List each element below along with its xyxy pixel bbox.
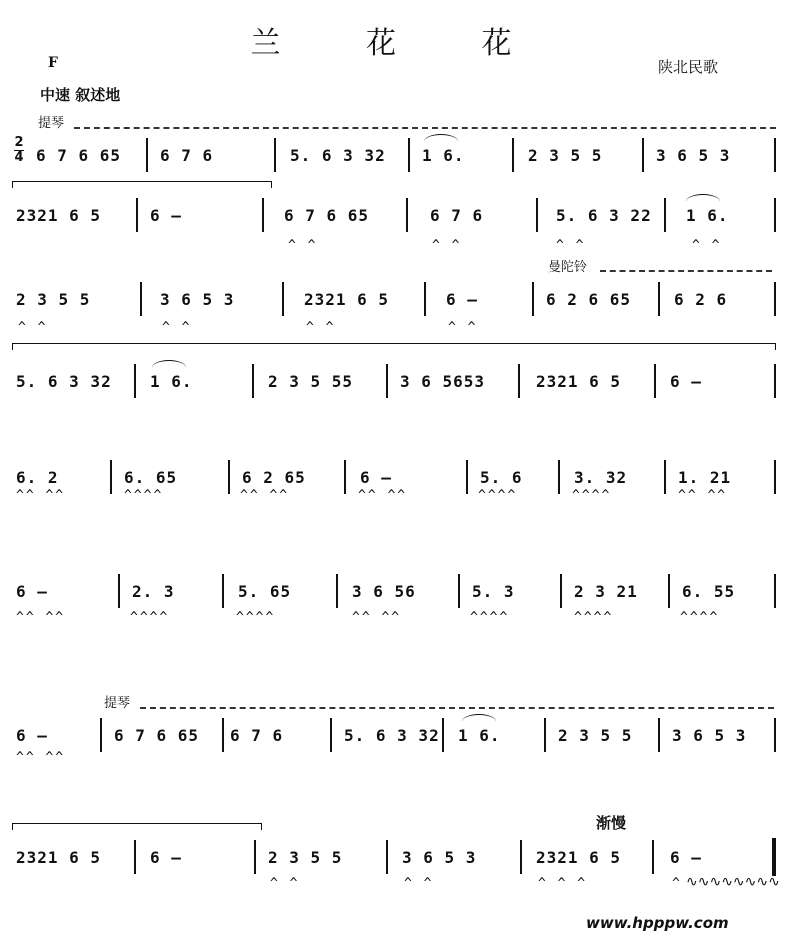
- measure: [6, 718, 96, 752]
- measure: [6, 282, 130, 316]
- measure: [104, 718, 220, 752]
- measure-notes: 2 3 21: [574, 582, 638, 601]
- bar-line: [774, 364, 776, 398]
- bar-line: [560, 574, 562, 608]
- bowing-marks: ^ ^: [432, 238, 462, 253]
- measure-notes: 6 7 6: [230, 726, 284, 745]
- measure-notes: 6 7 6 65: [114, 726, 200, 745]
- measure-notes: 2 3 5 55: [268, 372, 354, 391]
- bar-line: [408, 138, 410, 172]
- measure-notes: 6 –: [446, 290, 478, 309]
- bar-line: [336, 574, 338, 608]
- measure-notes: 6 –: [670, 372, 702, 391]
- bar-line: [658, 718, 660, 752]
- measure: [436, 282, 530, 316]
- bar-line: [774, 718, 776, 752]
- bar-line: [118, 574, 120, 608]
- measure: [140, 840, 250, 874]
- measure: [390, 364, 510, 398]
- song-title: 兰 花 花: [250, 26, 550, 61]
- measure-notes: 6 –: [16, 726, 48, 745]
- bowing-marks: ^ ^: [18, 320, 48, 335]
- measure-notes: 6 –: [150, 848, 182, 867]
- bar-line: [774, 460, 776, 494]
- tempo-change-jianman: 渐慢: [596, 814, 627, 832]
- bowing-marks: ^ ^: [448, 320, 478, 335]
- bowing-marks: ^^^^: [572, 488, 612, 503]
- bar-line: [386, 840, 388, 874]
- measure-notes: 6 7 6 65: [36, 146, 122, 165]
- measure: [462, 574, 554, 608]
- measure-notes: 2321 6 5: [304, 290, 390, 309]
- bar-line: [442, 718, 444, 752]
- measure-notes: 1 6.: [458, 726, 501, 745]
- bar-line: [532, 282, 534, 316]
- bowing-marks: ^^ ^^: [16, 488, 66, 503]
- measure: [220, 718, 320, 752]
- bar-line: [466, 460, 468, 494]
- bar-line: [134, 840, 136, 874]
- measure-notes: 5. 65: [238, 582, 292, 601]
- measure-notes: 6. 55: [682, 582, 736, 601]
- bowing-marks: ^ ^: [288, 238, 318, 253]
- measure: [526, 364, 646, 398]
- measure: [258, 364, 380, 398]
- bar-line: [774, 198, 776, 232]
- measure-notes: 6. 2: [16, 468, 59, 487]
- bar-line: [668, 574, 670, 608]
- measure: [662, 718, 772, 752]
- measure-notes: 5. 6 3 32: [290, 146, 386, 165]
- bar-line: [774, 138, 776, 172]
- measure-notes: 6 2 6 65: [546, 290, 632, 309]
- bar-line: [774, 574, 776, 608]
- bowing-marks: ^ ^: [306, 320, 336, 335]
- bar-line: [520, 840, 522, 874]
- final-bar-line: [772, 838, 776, 876]
- bar-line: [140, 282, 142, 316]
- measure-notes: 1. 21: [678, 468, 732, 487]
- measure-notes: 2321 6 5: [16, 848, 102, 867]
- measure-notes: 2321 6 5: [536, 372, 622, 391]
- time-signature-bottom: 4: [14, 150, 24, 165]
- measure: [280, 138, 400, 172]
- measure: [150, 138, 250, 172]
- instrument-extension-line: [600, 270, 772, 272]
- bar-line: [424, 282, 426, 316]
- bowing-marks: ^^^^: [470, 610, 510, 625]
- measure: [274, 198, 400, 232]
- bar-line: [282, 282, 284, 316]
- bar-line: [100, 718, 102, 752]
- bowing-marks: ^ ^: [556, 238, 586, 253]
- bar-line: [252, 364, 254, 398]
- bar-line: [146, 138, 148, 172]
- measure-notes: 6 7 6 65: [284, 206, 370, 225]
- measure-notes: 2 3 5 5: [558, 726, 633, 745]
- measure: [526, 840, 646, 874]
- bowing-marks: ^^ ^^: [678, 488, 728, 503]
- bowing-marks: ^^ ^^: [352, 610, 402, 625]
- measure: [334, 718, 442, 752]
- time-signature-top: 2: [14, 135, 24, 150]
- bar-line: [664, 460, 666, 494]
- instrument-label-mantuoling: 曼陀铃: [548, 260, 588, 275]
- measure-notes: 3 6 5 3: [402, 848, 477, 867]
- repeat-bracket: [12, 823, 262, 830]
- measure: [664, 282, 768, 316]
- measure-notes: 3 6 5 3: [656, 146, 731, 165]
- bar-line: [222, 574, 224, 608]
- site-watermark: www.hpppw.com: [586, 914, 729, 932]
- measure-notes: 2 3 5 5: [16, 290, 91, 309]
- measure: [228, 574, 332, 608]
- bowing-marks: ^ ^: [270, 876, 300, 891]
- bar-line: [344, 460, 346, 494]
- bar-line: [512, 138, 514, 172]
- bar-line: [458, 574, 460, 608]
- measure: [412, 138, 512, 172]
- measure: [140, 364, 240, 398]
- bar-line: [652, 840, 654, 874]
- measure-notes: 6 –: [360, 468, 392, 487]
- bowing-marks: ^^^^: [130, 610, 170, 625]
- bar-line: [262, 198, 264, 232]
- bar-line: [664, 198, 666, 232]
- measure-notes: 1 6.: [422, 146, 465, 165]
- measure: [342, 574, 452, 608]
- bowing-marks: ^ ^: [162, 320, 192, 335]
- measure-notes: 2 3 5 5: [528, 146, 603, 165]
- bar-line: [228, 460, 230, 494]
- instrument-extension-line: [140, 707, 774, 709]
- measure-notes: 6. 65: [124, 468, 178, 487]
- key-signature: F: [48, 55, 58, 71]
- bar-line: [518, 364, 520, 398]
- measure: [6, 840, 126, 874]
- measure: [564, 574, 664, 608]
- song-origin: 陕北民歌: [658, 58, 719, 76]
- instrument-extension-line: [74, 127, 776, 129]
- measure-notes: 6 7 6: [430, 206, 484, 225]
- bar-line: [136, 198, 138, 232]
- measure: [6, 574, 116, 608]
- measure: [548, 718, 658, 752]
- time-signature: [14, 136, 24, 165]
- measure-notes: 5. 3: [472, 582, 515, 601]
- bar-line: [544, 718, 546, 752]
- measure: [122, 574, 218, 608]
- measure-notes: 2. 3: [132, 582, 175, 601]
- bar-line: [386, 364, 388, 398]
- measure: [536, 282, 656, 316]
- bowing-marks: ^^^^: [478, 488, 518, 503]
- measure-notes: 5. 6 3 32: [344, 726, 440, 745]
- bar-line: [274, 138, 276, 172]
- bar-line: [330, 718, 332, 752]
- bowing-marks: ^ ^ ^: [538, 876, 588, 891]
- measure: [150, 282, 274, 316]
- bowing-marks: ^^^^: [680, 610, 720, 625]
- measure-notes: 6 2 6: [674, 290, 728, 309]
- bowing-marks: ^: [672, 876, 682, 891]
- bar-line: [774, 282, 776, 316]
- bowing-marks: ^^ ^^: [240, 488, 290, 503]
- measure: [26, 138, 146, 172]
- measure-notes: 6 –: [670, 848, 702, 867]
- measure-notes: 3 6 5 3: [160, 290, 235, 309]
- measure-notes: 3 6 56: [352, 582, 416, 601]
- repeat-bracket: [12, 181, 272, 188]
- measure-notes: 6 –: [16, 582, 48, 601]
- bowing-marks: ^^ ^^: [358, 488, 408, 503]
- bowing-marks: ^^ ^^: [16, 750, 66, 765]
- measure-notes: 1 6.: [150, 372, 193, 391]
- measure: [294, 282, 418, 316]
- tempo-marking: 中速 叙述地: [40, 86, 121, 104]
- bar-line: [406, 198, 408, 232]
- bowing-marks: ^^^^: [124, 488, 164, 503]
- bar-line: [134, 364, 136, 398]
- measure: [6, 198, 132, 232]
- bar-line: [658, 282, 660, 316]
- bar-line: [254, 840, 256, 874]
- measure: [392, 840, 512, 874]
- measure: [420, 198, 530, 232]
- bowing-marks: ^ ^: [692, 238, 722, 253]
- measure-notes: 3 6 5 3: [672, 726, 747, 745]
- bowing-marks: ^^ ^^: [16, 610, 66, 625]
- measure: [140, 198, 256, 232]
- measure-notes: 2321 6 5: [16, 206, 102, 225]
- bowing-marks: ^^^^: [574, 610, 614, 625]
- measure-notes: 3. 32: [574, 468, 628, 487]
- measure: [672, 574, 772, 608]
- measure: [660, 364, 770, 398]
- measure: [518, 138, 638, 172]
- measure-notes: 2 3 5 5: [268, 848, 343, 867]
- measure-notes: 6 2 65: [242, 468, 306, 487]
- bar-line: [654, 364, 656, 398]
- measure: [646, 138, 766, 172]
- measure-notes: 6 7 6: [160, 146, 214, 165]
- instrument-label-tiqin: 提琴: [38, 116, 65, 131]
- instrument-label-tiqin: 提琴: [104, 696, 131, 711]
- measure-notes: 1 6.: [686, 206, 729, 225]
- measure: [6, 364, 126, 398]
- measure-notes: 5. 6 3 22: [556, 206, 652, 225]
- measure-notes: 3 6 5653: [400, 372, 486, 391]
- bowing-marks: ^ ^: [404, 876, 434, 891]
- bar-line: [642, 138, 644, 172]
- section-bracket: [12, 343, 776, 350]
- bowing-marks: ^^^^: [236, 610, 276, 625]
- bar-line: [110, 460, 112, 494]
- trill-wave-line: ∿∿∿∿∿∿∿∿: [686, 874, 780, 890]
- bar-line: [536, 198, 538, 232]
- measure-notes: 2321 6 5: [536, 848, 622, 867]
- measure: [660, 840, 760, 874]
- measure: [546, 198, 658, 232]
- measure-notes: 6 –: [150, 206, 182, 225]
- measure-notes: 5. 6: [480, 468, 523, 487]
- measure: [448, 718, 544, 752]
- bar-line: [558, 460, 560, 494]
- measure: [676, 198, 772, 232]
- measure: [258, 840, 382, 874]
- measure-notes: 5. 6 3 32: [16, 372, 112, 391]
